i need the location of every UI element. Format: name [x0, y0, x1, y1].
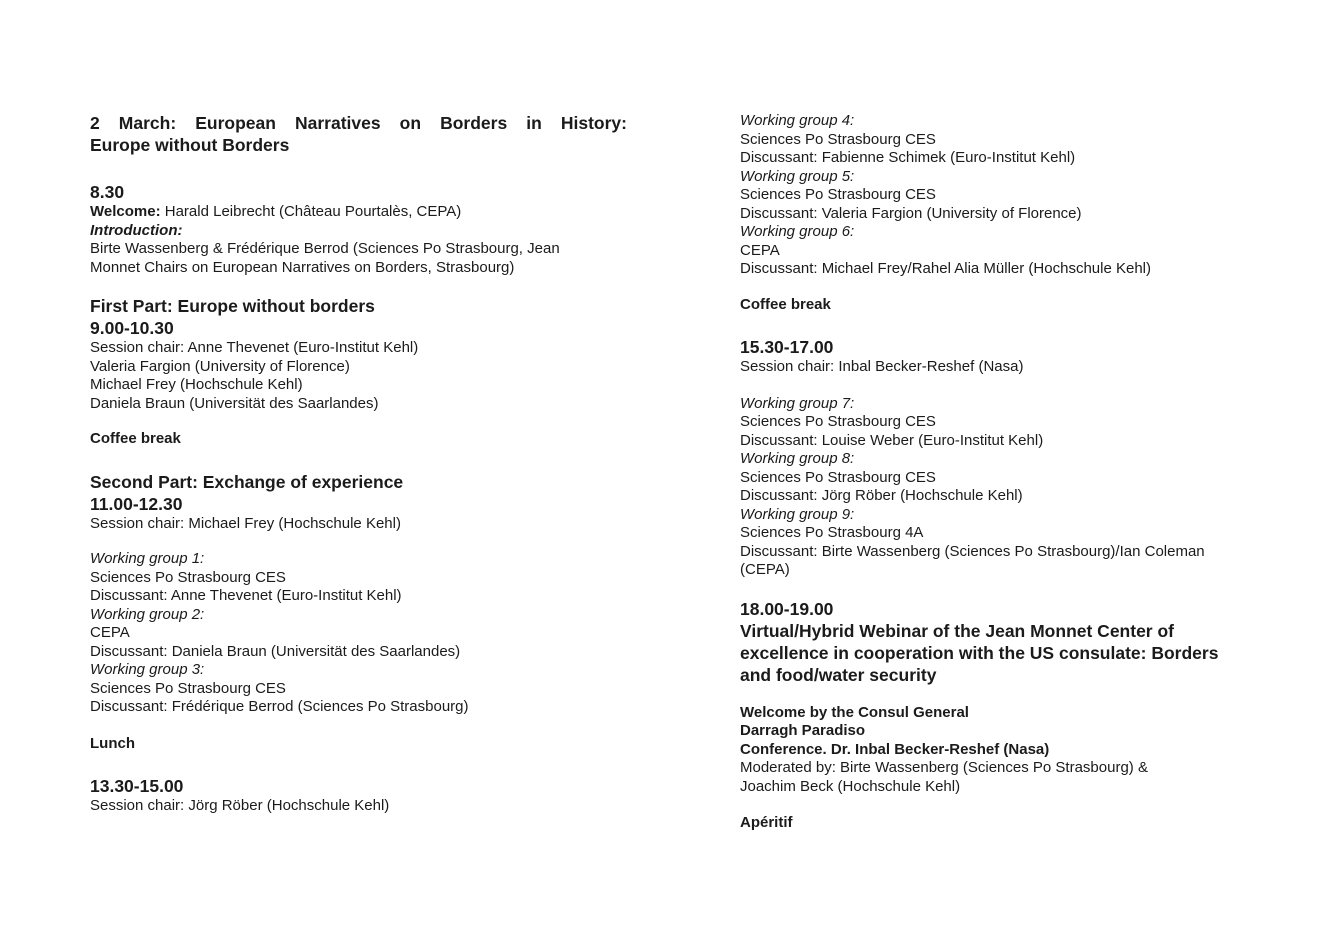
- working-group-venue: Sciences Po Strasbourg CES: [740, 413, 936, 430]
- working-group-venue: Sciences Po Strasbourg CES: [740, 186, 936, 203]
- working-group-discussant-continued: (CEPA): [740, 561, 790, 578]
- aperitif-label: Apéritif: [740, 814, 793, 831]
- working-group-label: Working group 4:: [740, 112, 855, 129]
- coffee-break-label: Coffee break: [90, 430, 181, 447]
- working-group-discussant: Discussant: Fabienne Schimek (Euro-Institut Kehl): [740, 149, 1076, 166]
- working-group-label: Working group 7:: [740, 394, 855, 412]
- lunch-label: Lunch: [90, 734, 135, 752]
- working-group-discussant: Discussant: Jörg Röber (Hochschule Kehl): [740, 487, 1023, 504]
- introduction-line-1: Birte Wassenberg & Frédérique Berrod (Sciences Po Strasbourg, Jean: [90, 240, 560, 257]
- working-group-discussant: Discussant: Valeria Fargion (University of Florence): [740, 204, 1082, 222]
- day-title-line-1: 2 March: European Narratives on Borders in History:: [90, 113, 627, 133]
- working-group-venue: Sciences Po Strasbourg CES: [90, 568, 286, 586]
- webinar-title-line-1: Virtual/Hybrid Webinar of the Jean Monnet Center of: [740, 620, 1174, 641]
- day-title-line-2: Europe without Borders: [90, 135, 290, 155]
- welcome-text: Harald Leibrecht (Château Pourtalès, CEPA): [160, 203, 462, 220]
- part1-heading: First Part: Europe without borders: [90, 296, 375, 316]
- working-group-discussant: Discussant: Birte Wassenberg (Sciences Po Strasbourg)/Ian Coleman: [740, 542, 1205, 560]
- working-group-label: Working group 8:: [740, 450, 855, 467]
- introduction-line-2: Monnet Chairs on European Narratives on Borders, Strasbourg): [90, 258, 515, 276]
- working-group-label: Working group 6:: [740, 223, 855, 240]
- coffee-break-label: Coffee break: [740, 295, 831, 313]
- opening-time: 8.30: [90, 182, 125, 202]
- afternoon-time: 13.30-15.00: [90, 776, 184, 796]
- welcome-line: [90, 203, 627, 222]
- working-group-label: Working group 5:: [740, 167, 855, 185]
- working-group-label: Working group 1:: [90, 550, 205, 567]
- working-group-venue: Sciences Po Strasbourg 4A: [740, 524, 924, 541]
- working-group-venue: CEPA: [90, 624, 130, 641]
- webinar-moderated-line-2: Joachim Beck (Hochschule Kehl): [740, 777, 961, 795]
- webinar-conference-line: Conference. Dr. Inbal Becker-Reshef (Nasa): [740, 740, 1050, 758]
- working-group-label: Working group 2:: [90, 605, 205, 623]
- part1-session-chair: Session chair: Anne Thevenet (Euro-Institut Kehl): [90, 339, 419, 356]
- consul-name: Darragh Paradiso: [740, 722, 866, 739]
- webinar-time: 18.00-19.00: [740, 598, 834, 619]
- working-group-venue: Sciences Po Strasbourg CES: [740, 130, 936, 148]
- webinar-welcome-line: Welcome by the Consul General: [740, 703, 969, 721]
- part2-session-chair: Session chair: Michael Frey (Hochschule Kehl): [90, 514, 401, 532]
- afternoon-session-chair: Session chair: Jörg Röber (Hochschule Kehl): [90, 797, 390, 814]
- working-group-discussant: Discussant: Frédérique Berrod (Sciences Po Strasbourg): [90, 698, 469, 715]
- welcome-label: Welcome:: [90, 203, 161, 220]
- working-group-label: Working group 3:: [90, 661, 205, 678]
- left-column: [90, 112, 627, 816]
- session-1530-time: 15.30-17.00: [740, 337, 834, 357]
- right-column: [740, 112, 1271, 833]
- webinar-moderated-line-1: Moderated by: Birte Wassenberg (Sciences Po Strasbourg) &: [740, 759, 1148, 776]
- session-1530-chair: Session chair: Inbal Becker-Reshef (Nasa): [740, 358, 1024, 375]
- part1-speaker: Valeria Fargion (University of Florence): [90, 357, 350, 375]
- working-group-discussant: Discussant: Anne Thevenet (Euro-Institut Kehl): [90, 587, 402, 604]
- working-group-label: Working group 9:: [740, 505, 855, 523]
- part1-speaker: Daniela Braun (Universität des Saarlandes): [90, 394, 379, 412]
- working-group-discussant: Discussant: Louise Weber (Euro-Institut Kehl): [740, 431, 1044, 449]
- part2-time: 11.00-12.30: [90, 493, 183, 514]
- part1-time: 9.00-10.30: [90, 318, 174, 338]
- part1-speaker: Michael Frey (Hochschule Kehl): [90, 376, 303, 393]
- working-group-discussant: Discussant: Daniela Braun (Universität des Saarlandes): [90, 642, 461, 660]
- part2-heading: Second Part: Exchange of experience: [90, 471, 404, 492]
- webinar-title-line-3: and food/water security: [740, 664, 937, 685]
- working-group-venue: Sciences Po Strasbourg CES: [90, 679, 286, 697]
- working-group-venue: Sciences Po Strasbourg CES: [740, 468, 936, 486]
- working-group-venue: CEPA: [740, 241, 780, 259]
- webinar-title-line-2: excellence in cooperation with the US consulate: Borders: [740, 642, 1219, 663]
- working-group-discussant: Discussant: Michael Frey/Rahel Alia Müller (Hochschule Kehl): [740, 260, 1151, 277]
- introduction-label: Introduction:: [90, 221, 183, 239]
